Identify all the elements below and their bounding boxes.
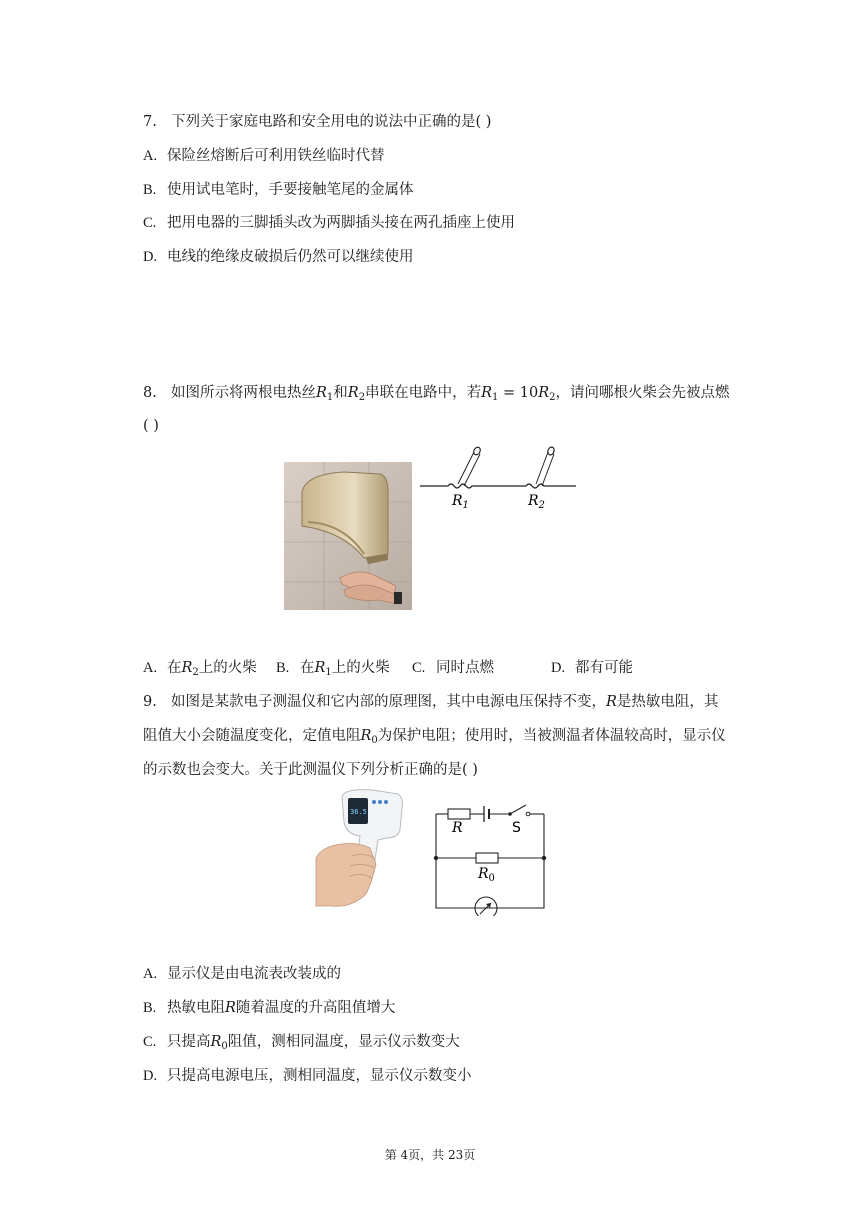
q7-option-c	[143, 213, 515, 233]
q8-stem-part: 串联在电路中，若	[365, 385, 482, 401]
option-text: 阻值，测相同温度，显示仪示数变大	[227, 1034, 460, 1050]
q8-stem-part: ，请问哪根火柴会先被点燃	[555, 385, 730, 401]
q8-option-a	[143, 658, 257, 683]
q8-stem-part: 如图所示将两根电热丝	[171, 385, 316, 401]
var-r0: R	[210, 1034, 222, 1050]
q7-option-a	[143, 146, 385, 166]
q8-number: 8.	[143, 385, 157, 401]
option-text: 上的火柴	[198, 660, 257, 676]
q8-stem-part: 和	[333, 385, 348, 401]
matches-circuit-diagram	[418, 444, 578, 514]
resistor-r	[448, 809, 470, 819]
option-text: 保险丝熔断后可利用铁丝临时代替	[167, 148, 385, 164]
option-text: 上的火柴	[331, 660, 390, 676]
thermometer-gun-photo	[312, 786, 408, 908]
q9-stem-line1	[143, 692, 718, 712]
option-letter: D.	[143, 1068, 158, 1084]
q7-option-b	[143, 180, 414, 200]
option-text: 把用电器的三脚插头改为两脚插头接在两孔插座上使用	[167, 215, 515, 231]
option-letter: A.	[143, 148, 158, 164]
option-text: 在	[300, 660, 315, 676]
var-r2: R	[347, 385, 359, 401]
label-r: R	[452, 820, 463, 836]
q9-option-b	[143, 998, 395, 1018]
sub: 1	[492, 392, 499, 403]
thermometer-display: 36.5	[350, 808, 367, 816]
sub: 0	[371, 735, 378, 746]
option-letter: C.	[143, 1034, 157, 1050]
option-text: 电线的绝缘皮破损后仍然可以继续使用	[167, 249, 414, 265]
option-text: 使用试电笔时，手要接触笔尾的金属体	[167, 182, 414, 198]
meter-icon	[475, 897, 497, 916]
q8-option-b	[276, 658, 390, 683]
option-letter: A.	[143, 660, 158, 676]
sub: 0	[221, 1041, 228, 1052]
option-text: 都有可能	[575, 660, 633, 676]
var-r2: R	[181, 660, 193, 676]
sub: 1	[326, 392, 334, 403]
label-r1: $R_1$	[452, 493, 469, 511]
q7-stem-text: 下列关于家庭电路和安全用电的说法中正确的是( )	[171, 114, 492, 130]
sub: 2	[358, 392, 366, 403]
var-r: R	[606, 694, 617, 710]
var-r0: R	[360, 728, 372, 744]
var-r1: R	[481, 385, 493, 401]
option-letter: B.	[276, 660, 290, 676]
sub: 2	[192, 667, 199, 678]
q9-stem-line2	[143, 726, 726, 751]
var-r1: R	[316, 385, 327, 401]
switch-s	[510, 805, 526, 814]
sub: 2	[549, 392, 556, 403]
q9-stem-part: 如图是某款电子测温仪和它内部的原理图，其中电源电压保持不变，	[171, 694, 606, 710]
var-r1: R	[314, 660, 326, 676]
option-letter: B.	[143, 182, 157, 198]
q9-option-c	[143, 1032, 460, 1057]
q9-option-d	[143, 1066, 472, 1086]
q9-stem-line3: 的示数也会变大。关于此测温仪下列分析正确的是( )	[143, 762, 478, 778]
var-r2: R	[538, 385, 550, 401]
page-footer: 第 4页，共 23页	[384, 1148, 476, 1162]
thermometer-circuit-diagram	[428, 798, 552, 916]
option-text: 同时点燃	[436, 660, 494, 676]
option-text: 在	[167, 660, 182, 676]
q9-stem-part: 为保护电阻；使用时，当被测温者体温较高时，显示仪	[377, 728, 726, 744]
q8-option-d	[551, 658, 633, 678]
option-text: 显示仪是由电流表改装成的	[167, 966, 341, 982]
equation-mid: = 10	[498, 385, 539, 401]
q7-option-d	[143, 247, 414, 267]
option-text: 只提高电源电压，测相同温度，显示仪示数变小	[167, 1068, 472, 1084]
q8-paren: ( )	[143, 418, 159, 434]
option-letter: D.	[551, 660, 566, 676]
sub: 1	[325, 667, 332, 678]
option-letter: D.	[143, 249, 158, 265]
var-r: R	[225, 1000, 236, 1016]
q9-number: 9.	[143, 694, 157, 710]
option-letter: C.	[143, 215, 157, 231]
q8-stem	[143, 383, 730, 408]
label-s: S	[512, 820, 521, 836]
option-text: 随着温度的升高阻值增大	[235, 1000, 396, 1016]
label-r0: $R_0$	[478, 866, 495, 884]
q9-stem-part: 阻值大小会随温度变化，定值电阻	[143, 728, 361, 744]
q9-stem-part: 是热敏电阻，其	[616, 694, 719, 710]
q8-option-c	[412, 658, 494, 678]
option-text: 热敏电阻	[167, 1000, 225, 1016]
option-letter: A.	[143, 966, 158, 982]
hand-dryer-photo	[284, 462, 412, 610]
option-text: 只提高	[167, 1034, 211, 1050]
resistor-r0	[476, 853, 498, 863]
q7-stem	[143, 112, 491, 132]
option-letter: C.	[412, 660, 426, 676]
option-letter: B.	[143, 1000, 157, 1016]
q7-number: 7.	[143, 114, 157, 130]
q9-option-a	[143, 964, 341, 984]
label-r2: $R_2$	[528, 493, 545, 511]
